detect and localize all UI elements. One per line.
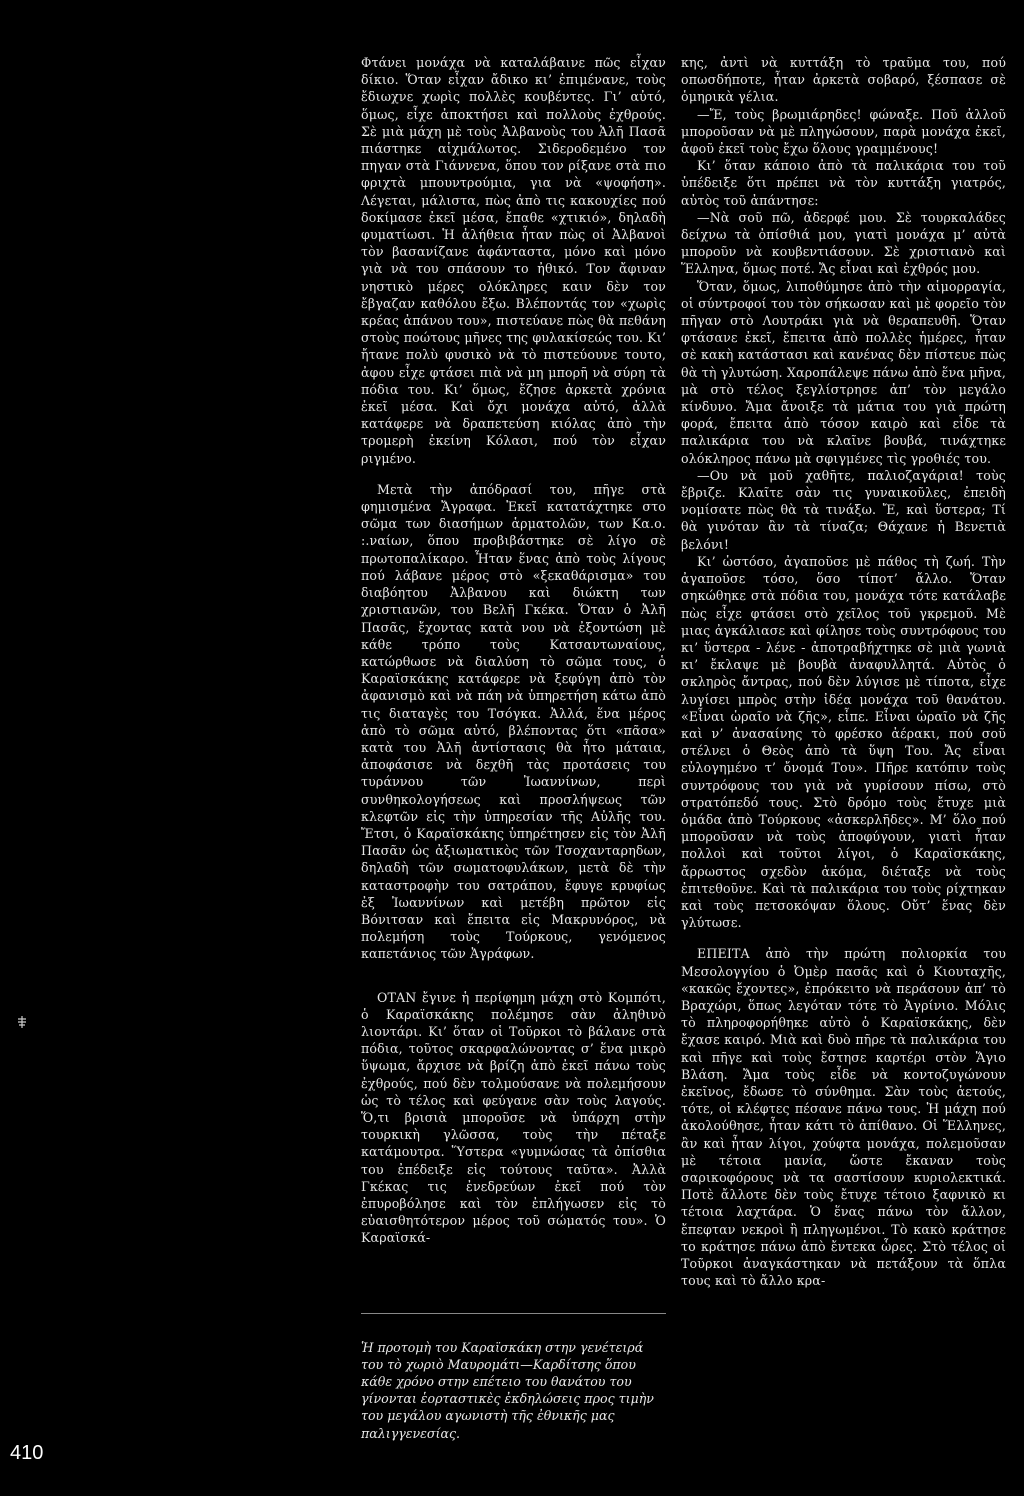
paragraph: —Ου νὰ μοῦ χαθῆτε, παλιοζαγάρια! τοὺς ἔβριζε. Κλαῖτε σὰν τις γυναικοῦλες, ἐπειδὴ νομίσατε πὼς θὰ τὰ τινάξω. Ἔ, καὶ ὕστερα; Τί θὰ γινόταν ἂν τὰ τίναζα; Θάχανε ἡ Βενετιὰ βελόνι! <box>681 467 1006 552</box>
right-column <box>681 54 1006 1289</box>
paragraph: ΕΠΕΙΤΑ ἀπὸ τὴν πρώτη πολιορκία του Μεσολογγίου ὁ Ὀμὲρ πασᾶς καὶ ὁ Κιουταχῆς, «κακῶς ἔχοντες», ἐπρόκειτο νὰ περάσουν ἀπ’ τὸ Βραχώρι, ὅπως λεγόταν τότε τὸ Ἀγρίνιο. Μόλις τὸ πληροφορήθηκε αὐτὸ ὁ Καραϊσκάκης, δὲν ἔχασε καιρό. Μιὰ καὶ δυὸ πῆρε τὰ παλικάρια του καὶ πῆγε καὶ τοὺς ἔστησε καρτέρι στὸν Ἅγιο Βλάση. Ἄμα τοὺς εἶδε νὰ κοντοζυγώνουν ἐκεῖνος, ἔδωσε τὸ σύνθημα. Σὰν τοὺς ἀετούς, τότε, οἱ κλέφτες πέσανε πάνω τους. Ἡ μάχη πού ἀκολούθησε, ἦταν κάτι τὸ ἀπίθανο. Οἱ Ἕλληνες, ἂν καὶ ἦταν λίγοι, χούφτα μονάχα, πολεμοῦσαν μὲ τέτοια μανία, ὥστε ἔκαναν τοὺς σαρικοφόρους νὰ τα σαστίσουν κυριολεκτικά. Ποτὲ ἄλλοτε δὲν τοὺς ἔτυχε τέτοιο ξαφνικὸ κι τέτοια λαχτάρα. Ὁ ἕνας πάνω τὸν ἄλλον, ἔπεφταν νεκροὶ ἢ πληγωμένοι. Τὸ κακὸ κράτησε το κράτησε πάνω ἀπὸ ἔντεκα ὧρες. Στὸ τέλος οἱ Τοῦρκοι ἀναγκάστηκαν νὰ πετάξουν τὰ ὅπλα τους καὶ τὸ ἄλλο κρα- <box>681 946 1006 1289</box>
paragraph: Κι’ ὅταν κάποιο ἀπὸ τὰ παλικάρια του τοῦ ὑπέδειξε ὅτι πρέπει νὰ τὸν κυττάξη γιατρός, αὐτὸς τοῦ ἀπάντησε: <box>681 158 1006 208</box>
photo-caption: Ἡ προτομὴ του Καραϊσκάκη στην γενέτειρά του τὸ χωριὸ Μαυρομάτι—Καρδίτσης ὅπου κάθε χρόνο στην επέτειο του θανάτου του γίνονται ἑορταστικὲς ἐκδηλώσεις προς τιμὴν του μεγάλου αγωνιστὴ τῆς ἐθνικῆς μας παλιγγενεσίας. <box>361 1339 654 1441</box>
caption-divider <box>361 1313 666 1314</box>
paragraph: Μετὰ τὴν ἀπόδρασί του, πῆγε στὰ φημισμένα Ἄγραφα. Ἐκεῖ κατατάχτηκε στο σῶμα των διασήμων ἁρματολῶν, των Κα.ο. :.ναίων, ὅπου προβιβάστηκε σὲ λίγο σὲ πρωτοπαλίκαρο. Ἦταν ἕνας ἀπὸ τοὺς λίγους πού λάβανε μέρος στὸ «ξεκαθάρισμα» του διαβόητου Ἀλβανου καὶ διώκτη των χριστιανῶν, του Βελῆ Γκέκα. Ὅταν ὁ Ἀλῆ Πασᾶς, ἔχοντας κατὰ νου νὰ ἐξοντώση μὲ κάθε τρόπο τοὺς Κατσαντωναίους, κατώρθωσε νὰ διαλύση τὸ σῶμα τους, ὁ Καραϊσκάκης κατάφερε νὰ ξεφύγη ἀπὸ τὸν ἀφανισμὸ καὶ νὰ πάη νὰ ὑπηρετήση κάτω ἀπὸ τις διαταγὲς του Τσόγκα. Ἀλλά, ἕνα μέρος ἀπὸ τὸ σῶμα αὐτό, βλέποντας ὅτι «πᾶσα» κατὰ του Ἀλῆ ἀντίστασις θὰ ἦτο μάταια, ἀποφάσισε νὰ δεχθῆ τὰς προτάσεις του τυράννου τῶν Ἰωαννίνων, περὶ συνθηκολογήσεως καὶ προσλήψεως τῶν κλεφτῶν εἰς τὴν ὑπηρεσίαν τῆς Αὐλῆς του. Ἔτσι, ὁ Καραϊσκάκης ὑπηρέτησεν εἰς τὸν Ἀλῆ Πασᾶν ὡς ἀξιωματικὸς τῶν Τσοχανταρηδων, δηλαδὴ τῶν σωματοφυλάκων, μετὰ δὲ τὴν καταστροφὴν του σατράπου, ἔφυγε κρυφίως ἐξ Ἰωαννίνων καὶ μετέβη πρῶτον εἰς Βόνιτσαν καὶ ἔπειτα εἰς Μακρυνόρος, νὰ πολεμήση τοὺς Τούρκους, γενόμενος καπετάνιος τῶν Ἀγράφων. <box>361 481 666 962</box>
paragraph: Φτάνει μονάχα νὰ καταλάβαινε πῶς εἶχαν δίκιο. Ὅταν εἶχαν ἄδικο κι’ ἐπιμένανε, τοὺς ἔδιωχνε χωρὶς πολλὲς κουβέντες. Γι’ αὐτό, ὅμως, εἶχε ἀποκτήσει καὶ πολλοὺς ἐχθρούς. Σὲ μιὰ μάχη μὲ τοὺς Ἀλβανοὺς του Ἀλῆ Πασᾶ πιάστηκε αἰχμάλωτος. Σιδεροδεμένο τον πηγαν στὰ Γιάννενα, ὅπου τον ρίξανε στὰ πιο φριχτὰ μπουντρούμια, για νὰ «ψοφήση». Λέγεται, μάλιστα, πὼς ἀπὸ τις κακουχίες πού δοκίμασε ἐκεῖ μέσα, ἔπαθε «χτικιό», δηλαδὴ φυματίωσι. Ἡ ἀλήθεια ἦταν πὼς οἱ Ἀλβανοὶ τὸν βασανίζανε ἀφάνταστα, μόνο καὶ μόνο γιὰ νὰ του σπάσουν το ἠθικό. Τον ἄφιναν νηστικὸ μέρες ολόκληρες καιν δὲν τον ἔβγαζαν καθόλου ἔξω. Βλέποντάς τον «χωρὶς κρέας ἀπάνου του», πιστεύανε πὼς θὰ πεθάνη στοὺς ποώτους μῆνες της φυλακίσεώς του. Κι’ ἤτανε πολὺ φυσικὸ νὰ τὸ πιστεύουνε τουτο, ἀφου εἶχε φτάσει πιὰ νὰ μη μπορῆ νὰ σύρη τὰ πόδια του. Κι’ ὅμως, ἔζησε ἀρκετὰ χρόνια ἐκεῖ μέσα. Καὶ ὄχι μονάχα αὐτό, ἀλλὰ κατάφερε νὰ δραπετεύση κιόλας ἀπὸ τὴν τρομερὴ ἐκείνη Κόλασι, πού τὸν εἶχαν ριγμένο. <box>361 55 667 466</box>
left-column <box>361 54 666 1247</box>
paragraph: Ὅταν, ὅμως, λιποθύμησε ἀπὸ τὴν αἱμορραγία, οἱ σύντροφοί του τὸν σήκωσαν καὶ μὲ φορεῖο τὸν πῆγαν στὸ Λουτράκι γιὰ νὰ θεραπευθῆ. Ὅταν φτάσανε ἐκεῖ, ἔπειτα ἀπὸ πολλὲς ἡμέρες, ἦταν σὲ κακὴ κατάστασι καὶ κανένας δὲν πίστευε πὼς θὰ τὴ γλυτώση. Χαροπάλεψε πάνω ἀπὸ ἕνα μῆνα, μὰ στὸ τέλος ξεγλίστρησε ἀπ’ τὸν μεγάλο κίνδυνο. Ἄμα ἄνοιξε τὰ μάτια του γιὰ πρώτη φορά, ἔπειτα ἀπὸ τόσον καιρὸ καὶ εἶδε τὰ παλικάρια του νὰ κλαῖνε βουβά, τινάχτηκε ολόκληρος πάνω μὰ σφιγμένες τὶς γροθιές του. <box>681 278 1006 466</box>
paragraph: ΟΤΑΝ ἔγινε ἡ περίφημη μάχη στὸ Κομπότι, ὁ Καραϊσκάκης πολέμησε σὰν ἀληθινὸ λιοντάρι. Κι’ ὅταν οἱ Τοῦρκοι τὸ βάλανε στὰ πόδια, τοῦτος σκαρφαλώνοντας σ’ ἕνα μικρὸ ὕψωμα, ἄρχισε νὰ βρίζη ἀπὸ ἐκεῖ πάνω τοὺς ἐχθρούς, πού δὲν τολμούσανε νὰ πολεμήσουν ὡς τὸ τέλος καὶ φεύγανε σὰν τοὺς λαγούς. Ὅ,τι βρισιὰ μποροῦσε νὰ ὑπάρχη στὴν τουρκικὴ γλῶσσα, τοὺς τὴν πέταξε κατάμουτρα. Ὕστερα «γυμνώσας τὰ ὀπίσθια του ἐπέδειξε εἰς τούτους ταῦτα». Ἀλλὰ Γκέκας τις ἐνεδρεύων ἐκεῖ πού τὸν ἐπυροβόλησε καὶ τὸν ἐπλήγωσεν εἰς τὸ εὐαισθητότερον μέρος τοῦ σώματός του». Ὁ Καραϊσκά- <box>361 989 666 1246</box>
scan-mark-icon <box>16 1016 28 1028</box>
paragraph: κης, ἀντὶ νὰ κυττάξη τὸ τραῦμα του, πού οπωσδήποτε, ἦταν ἀρκετὰ σοβαρό, ξέσπασε σὲ ὁμηρικὰ γέλια. <box>681 55 1006 105</box>
page-number: 410 <box>10 1442 44 1464</box>
paragraph: —Ἔ, τοὺς βρωμιάρηδες! φώναξε. Ποῦ ἀλλοῦ μποροῦσαν νὰ μὲ πληγώσουν, παρὰ μονάχα ἐκεῖ, ἀφοῦ ἐκεῖ τοὺς ἔχω ὅλους γραμμένους! <box>681 106 1006 157</box>
paragraph: Κι’ ὡστόσο, ἀγαποῦσε μὲ πάθος τὴ ζωή. Τὴν ἀγαποῦσε τόσο, ὅσο τίποτ’ ἄλλο. Ὅταν σηκώθηκε στὰ πόδια του, μονάχα τότε κατάλαβε πὼς εἶχε φτάσει στὸ χεῖλος τοῦ γκρεμοῦ. Μὲ μιας ἀγκάλιασε καὶ φίλησε τοὺς συντρόφους του κι’ ὕστερα - λένε - ἀποτραβήχτηκε σὲ μιὰ γωνιὰ κι’ ἔκλαψε μὲ βουβὰ ἀναφυλλητά. Αὐτὸς ὁ σκληρὸς ἄντρας, πού δὲν λύγισε μὲ τίποτα, εἶχε λυγίσει μπρὸς στὴν ἰδέα μονάχα τοῦ θανάτου. «Εἶναι ὡραῖο νὰ ζῆς», εἶπε. Εἶναι ὡραῖο νὰ ζῆς καὶ ν’ ἀνασαίνης τὸ φρέσκο ἀέρακι, πού σοῦ στέλνει ὁ Θεὸς ἀπὸ τὰ ὕψη Του. Ἄς εἶναι εὐλογημένο τ’ ὄνομά Του». Πῆρε κατόπιν τοὺς συντρόφους του γιὰ νὰ γυρίσουν πίσω, στὸ στρατόπεδό τους. Στὸ δρόμο τοὺς ἔτυχε μιὰ ὁμάδα ἀπὸ Τούρκους «ἀσκερλῆδες». Μ’ ὅλο πού μποροῦσαν νὰ τοὺς ἀποφύγουν, γιατὶ ἦταν πολλοὶ καὶ τοῦτοι λίγοι, ὁ Καραϊσκάκης, ἄρρωστος σχεδὸν ἀκόμα, διέταξε νὰ τοὺς ἐπιτεθοῦνε. Καὶ τὰ παλικάρια του τοὺς ρίχτηκαν καὶ τοὺς πετσοκόψαν ὅλους. Οὔτ’ ἕνας δὲν γλύτωσε. <box>681 553 1006 931</box>
paragraph: —Νὰ σοῦ πῶ, ἀδερφέ μου. Σὲ τουρκαλάδες δείχνω τὰ ὀπίσθιά μου, γιατὶ μονάχα μ’ αὐτὰ μποροῦν νὰ κουβεντιάσουν. Σὲ χριστιανὸ καὶ Ἕλληνα, ὅμως ποτέ. Ἄς εἶναι καὶ ἐχθρός μου. <box>681 209 1006 277</box>
